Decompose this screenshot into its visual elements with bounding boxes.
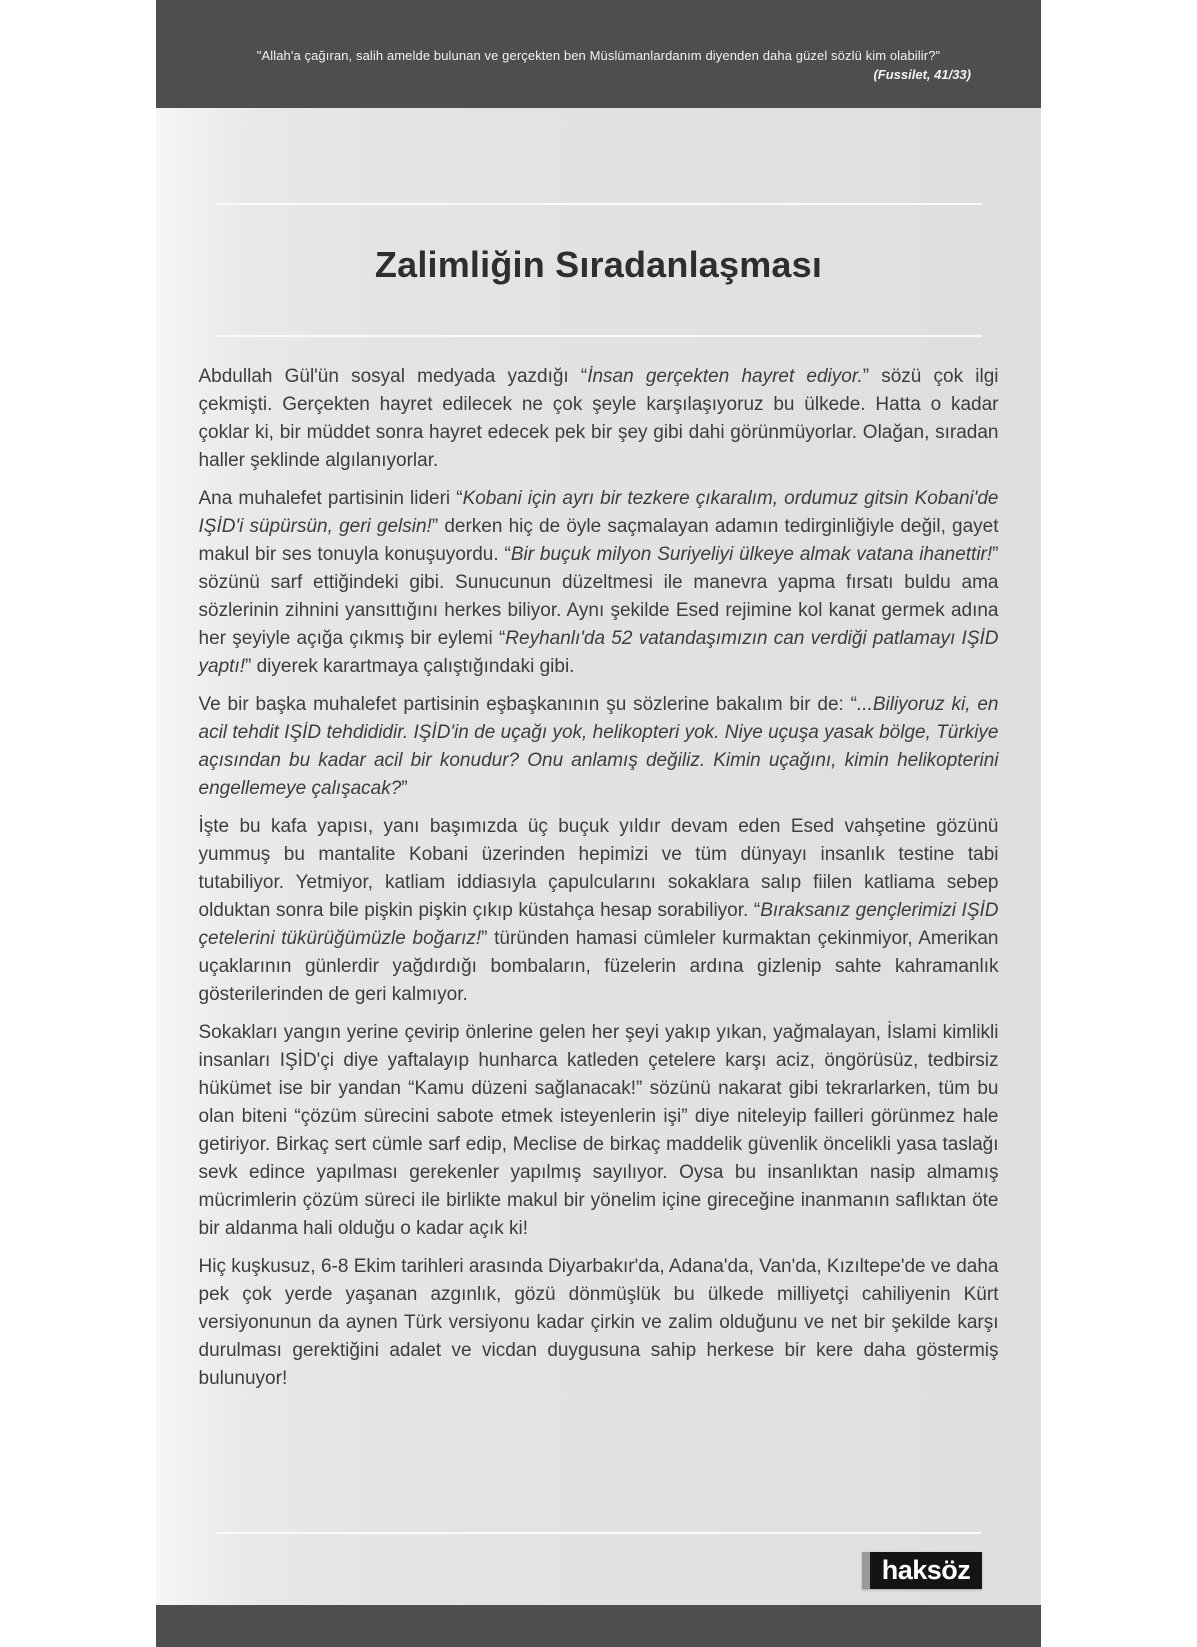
body-text: Ve bir başka muhalefet partisinin eşbaşkanının şu sözlerine bakalım bir de: “: [198, 694, 857, 715]
magazine-page: [156, 0, 1041, 1647]
body-text: Abdullah Gül'ün sosyal medyada yazdığı “: [198, 366, 588, 387]
quoted-italic-text: Reyhanlı'da 52 vatandaşımızın can verdiği patlamayı IŞİD yaptı!: [198, 628, 999, 677]
quoted-italic-text: ...Biliyoruz ki, en acil tehdit IŞİD tehdididir. IŞİD'in de uçağı yok, helikopteri yok. Niye uçuşa yasak bölge, Türkiye açısından bu kadar acil bir konudur? Onu anlamış değiliz. Kimin uçağını, kimin helikopterini engellemeye çalışacak?: [198, 694, 999, 799]
publisher-logo-text: haksöz: [881, 1555, 971, 1585]
quoted-italic-text: İnsan gerçekten hayret ediyor.: [587, 366, 863, 387]
header-quote-text: "Allah'a çağıran, salih amelde bulunan ve gerçekten ben Müslümanlardanım diyenden daha güzel sözlü kim olabilir?": [256, 48, 941, 63]
quoted-italic-text: Bir buçuk milyon Suriyeliyi ülkeye almak vatana ihanettir!: [510, 544, 993, 565]
paragraph: [199, 691, 999, 803]
paragraph: [199, 813, 999, 1009]
title-rule-top: [216, 203, 982, 205]
footer-rule: [215, 1532, 981, 1534]
body-text: ”: [401, 778, 408, 799]
body-text: ” sözü çok ilgi çekmişti. Gerçekten hayret edilecek ne çok şeyle karşılaşıyoruz bu ülkede. Hatta o kadar çoklar ki, bir müddet sonra hayret edecek pek bir şey gibi dahi görünmüyorlar. Olağan, sıradan haller şeklinde algılanıyorlar.: [198, 366, 999, 471]
article-sheet: [156, 108, 1041, 1605]
quoted-italic-text: Kobani için ayrı bir tezkere çıkaralım, ordumuz gitsin Kobani'de IŞİD'i süpürsün, geri gelsin!: [198, 488, 999, 537]
header-quote-reference: (Fussilet, 41/33): [873, 67, 971, 82]
body-text: Sokakları yangın yerine çevirip önlerine gelen her şeyi yakıp yıkan, yağmalayan, İslami kimlikli insanları IŞİD'çi diye yaftalayıp hunharca katleden çetelere karşı aciz, öngörüsüz, tedbirsiz hükümet ise bir yandan “Kamu düzeni sağlanacak!” sözünü nakarat gibi tekrarlarken, tüm bu olan biteni “çözüm sürecini sabote etmek isteyenlerin işi” diye niteleyip failleri görünmez hale getiriyor. Birkaç sert cümle sarf edip, Meclise de birkaç maddelik güvenlik öncelikli yasa taslağı sevk edince yapılması gerekenler yapılmış sayılıyor. Oysa bu insanlıktan nasip almamış mücrimlerin çözüm süreci ile birlikte makul bir yönelim içine gireceğine inanmanın saflıktan öte bir aldanma hali olduğu o kadar açık ki!: [198, 1022, 999, 1239]
body-text: ” diyerek karartmaya çalıştığındaki gibi.: [244, 656, 575, 677]
body-text: İşte bu kafa yapısı, yanı başımızda üç buçuk yıldır devam eden Esed vahşetine gözünü yummuş bu mantalite Kobani üzerinden hepimizi ve tüm dünyayı insanlık testine tabi tutabiliyor. Yetmiyor, katliam iddiasıyla çapulcularını sokaklara salıp fiilen katliama sebep olduktan sonra bile pişkin pişkin çıkıp küstahça hesap sorabiliyor. “: [198, 816, 999, 921]
body-text: ” sözünü sarf ettiğindeki gibi. Sunucunun düzeltmesi ile manevra yapma fırsatı buldu ama sözlerinin zihnini yansıttığını herkes biliyor. Aynı şekilde Esed rejimine kol kanat germek adına her şeyiyle açığa çıkmış bir eylemi “: [198, 544, 999, 649]
bottom-band: [156, 1605, 1041, 1647]
paragraph: [199, 1253, 999, 1393]
body-text: ” türünden hamasi cümleler kurmaktan çekinmiyor, Amerikan uçaklarının günlerdir yağdırdığı bombaların, füzelerin ardına gizlenip sahte kahramanlık gösterilerinden de geri kalmıyor.: [198, 928, 999, 1005]
article-body: [199, 363, 999, 1393]
article-title: Zalimliğin Sıradanlaşması: [374, 244, 823, 285]
body-text: Hiç kuşkusuz, 6-8 Ekim tarihleri arasında Diyarbakır'da, Adana'da, Van'da, Kızıltepe'de ve daha pek çok yerde yaşanan azgınlık, gözü dönmüşlük bu ülkede milliyetçi cahiliyenin Kürt versiyonunun da aynen Türk versiyonu kadar çirkin ve zalim olduğunu ve net bir şekilde karşı durulması gerektiğini adalet ve vicdan duygusuna sahip herkese bir kere daha göstermiş bulunuyor!: [198, 1256, 999, 1389]
quote-header: [156, 0, 1041, 108]
paragraph: [199, 1019, 999, 1243]
paragraph: [199, 363, 999, 475]
publisher-logo: [862, 1552, 982, 1589]
body-text: ” derken hiç de öyle saçmalayan adamın tedirginliğiyle değil, gayet makul bir ses tonuyla konuşuyordu. “: [198, 516, 999, 565]
paragraph: [199, 485, 999, 681]
body-text: Ana muhalefet partisinin lideri “: [198, 488, 463, 509]
quoted-italic-text: Bıraksanız gençlerimizi IŞİD çetelerini tükürüğümüzle boğarız!: [198, 900, 999, 949]
title-rule-bottom: [216, 335, 982, 337]
